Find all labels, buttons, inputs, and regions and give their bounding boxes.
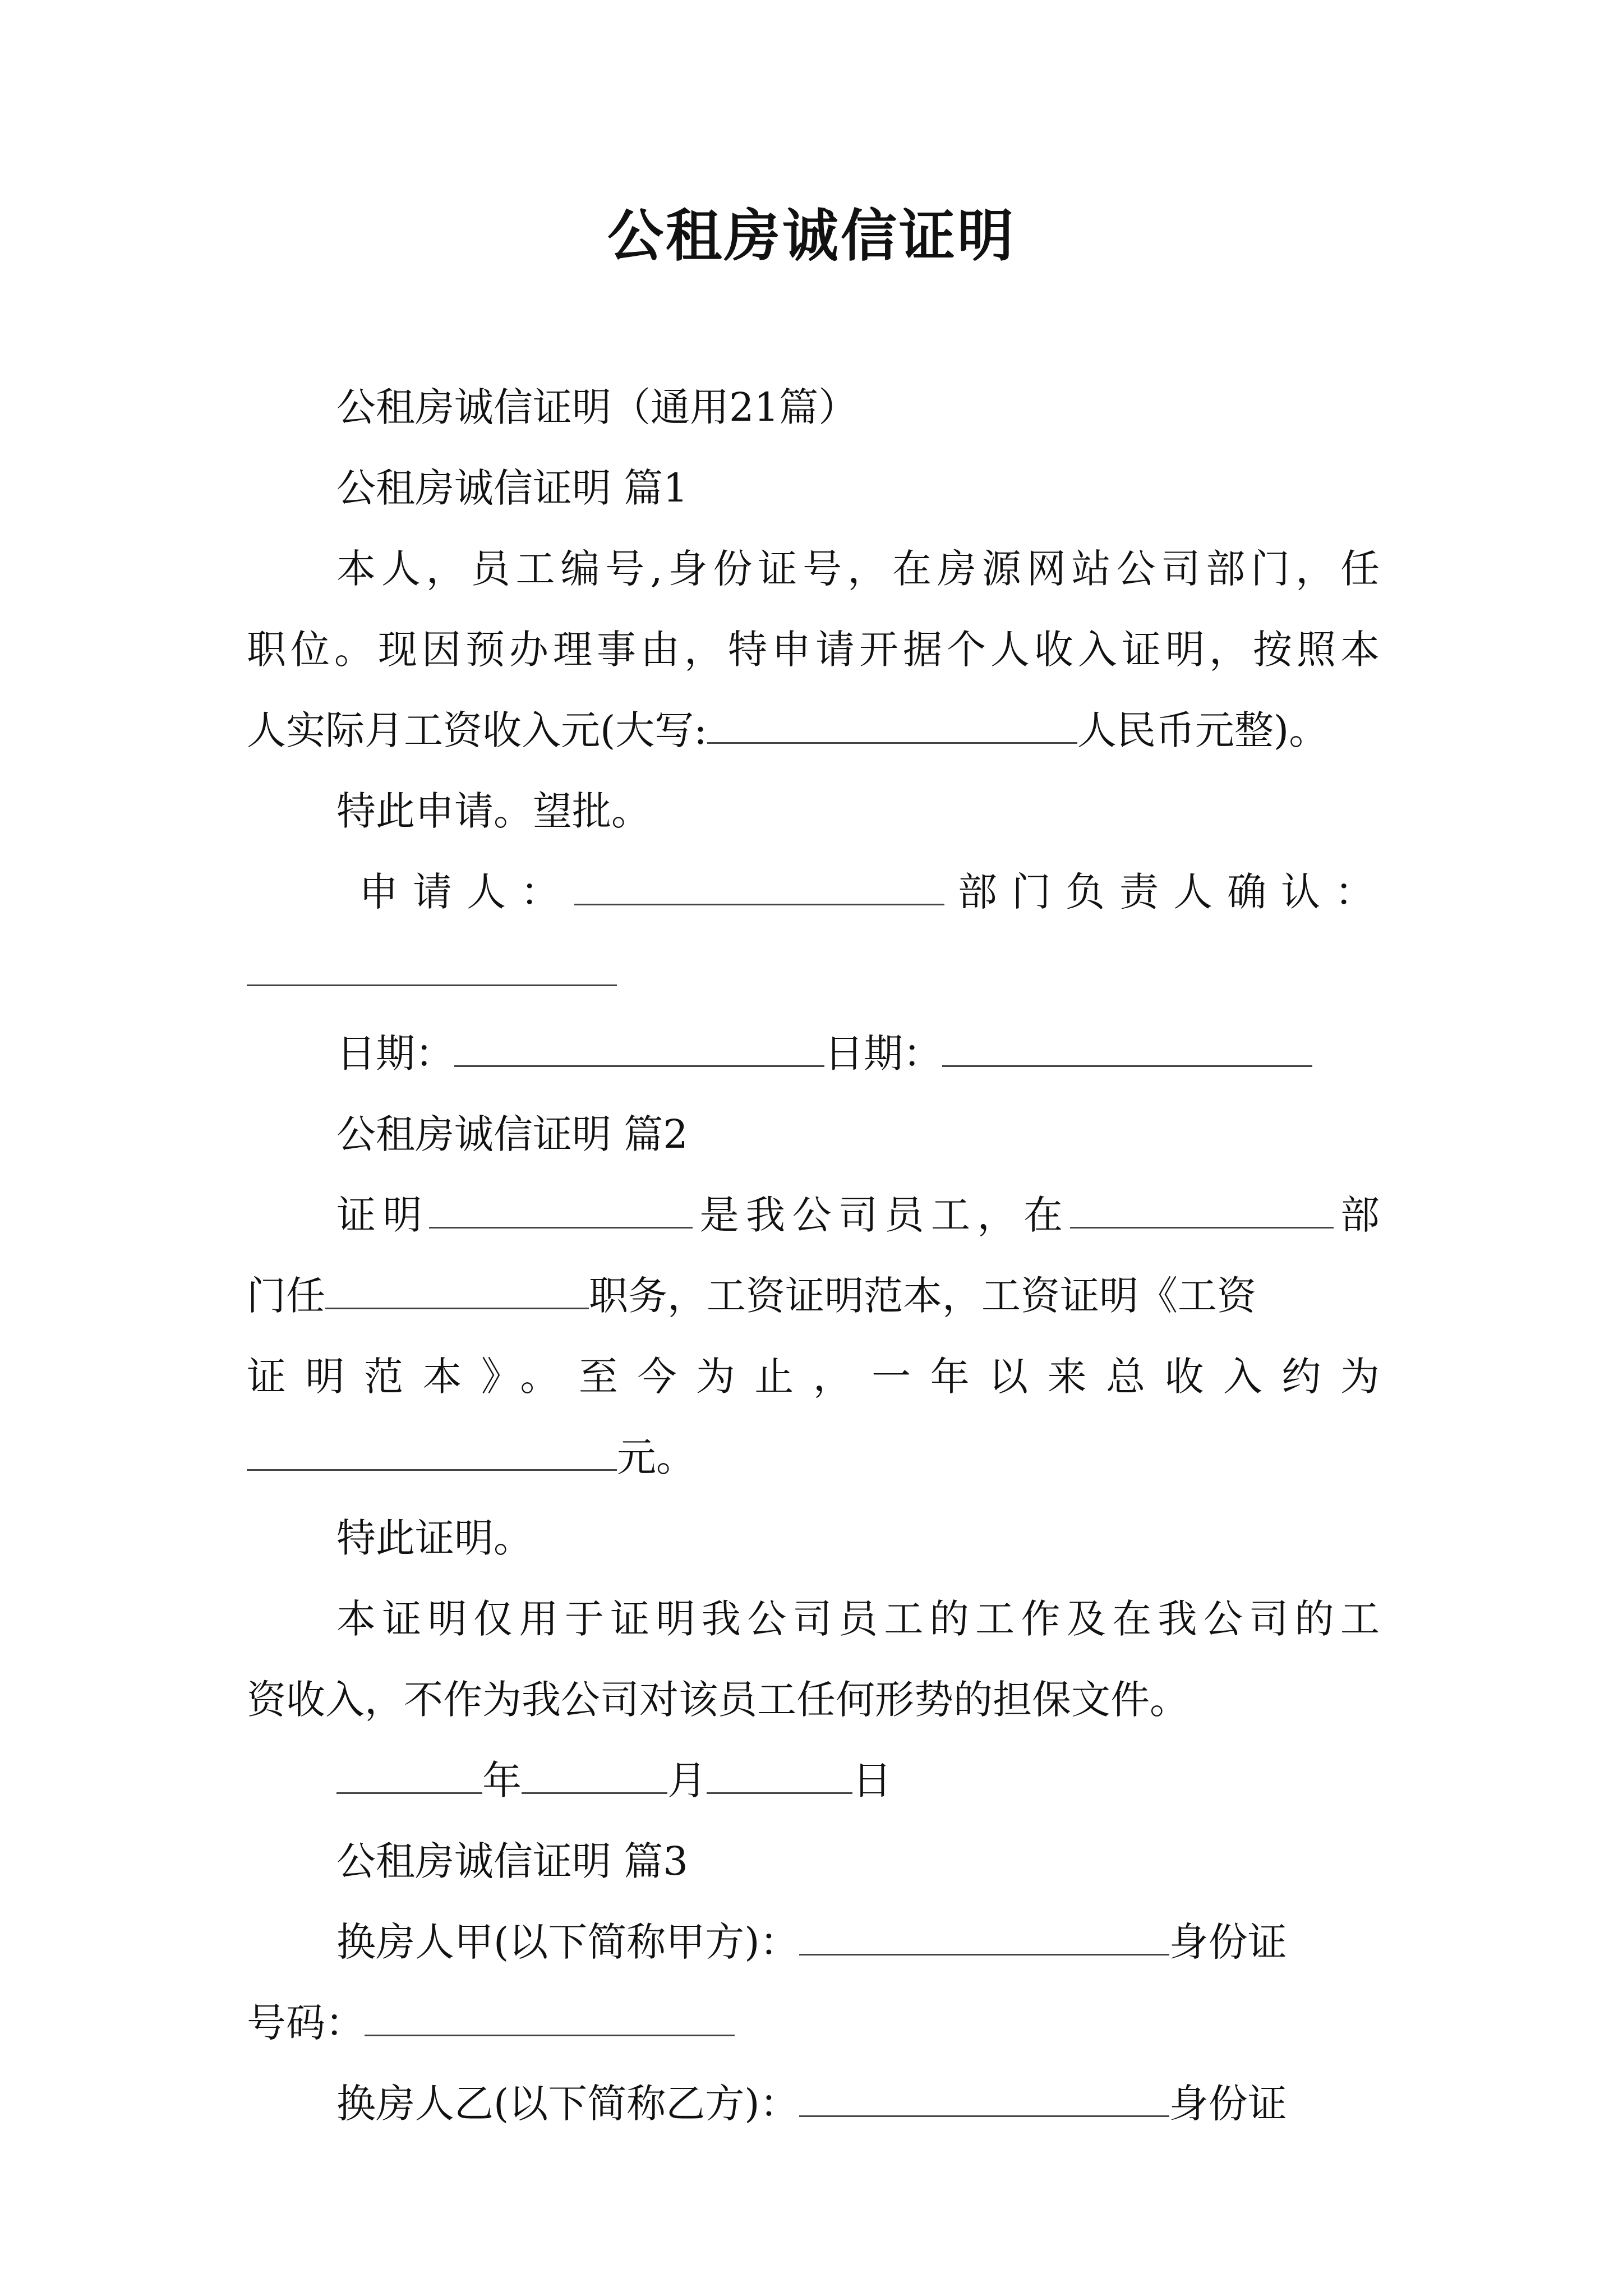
section2-l1-mid: 是我公司员工，在	[693, 1192, 1070, 1238]
party-a-row	[336, 1914, 1287, 1970]
applicant-label: 申请人：	[359, 869, 574, 915]
document-title: 公租房诚信证明	[607, 203, 1016, 269]
dept-head-blank-row	[247, 945, 617, 1001]
party-b-label: 换房人乙(以下简称乙方)：	[336, 2081, 799, 2127]
annual-income-blank[interactable]	[247, 1435, 617, 1471]
section2-heading: 公租房诚信证明 篇2	[336, 1111, 688, 1157]
employee-name-blank[interactable]	[429, 1193, 693, 1228]
section2-line3: 证明范本》。至今为止，一年以来总收入约为	[247, 1354, 1380, 1400]
section1-p1-line3	[247, 702, 1328, 758]
section2-line1	[336, 1187, 1380, 1243]
date-blank-dept[interactable]	[942, 1032, 1312, 1067]
day-blank[interactable]	[707, 1759, 852, 1794]
section2-p3-line2: 资收入，不作为我公司对该员工任何形势的担保文件。	[247, 1677, 1189, 1723]
party-a-id-blank[interactable]	[365, 2001, 735, 2036]
section1-p1-line1: 本人，员工编号,身份证号，在房源网站公司部门，任	[336, 546, 1380, 592]
section2-p2: 特此证明。	[336, 1515, 533, 1561]
month-blank[interactable]	[522, 1759, 667, 1794]
date-row	[336, 1025, 1312, 1082]
applicant-blank[interactable]	[574, 870, 944, 905]
position-blank[interactable]	[325, 1274, 589, 1309]
section1-p2: 特此申请。望批。	[336, 788, 651, 834]
party-a-id-row	[247, 1995, 735, 2051]
dept-head-blank[interactable]	[247, 951, 617, 986]
year-blank[interactable]	[336, 1759, 482, 1794]
party-b-row	[336, 2076, 1287, 2132]
party-a-id-label-head: 号码：	[247, 2000, 365, 2046]
section2-line2	[247, 1268, 1256, 1324]
date-ymd-row	[336, 1752, 892, 1809]
section2-l4-end: 元。	[617, 1434, 695, 1480]
party-a-label: 换房人甲(以下简称甲方)：	[336, 1919, 799, 1965]
section2-p3-line1: 本证明仅用于证明我公司员工的工作及在我公司的工	[336, 1596, 1380, 1642]
party-b-id-label: 身份证	[1169, 2081, 1287, 2127]
section2-l1-end: 部	[1333, 1192, 1380, 1238]
section2-l2-start: 门任	[247, 1273, 325, 1319]
section3-heading: 公租房诚信证明 篇3	[336, 1838, 688, 1884]
day-label: 日	[852, 1757, 892, 1803]
section2-line4	[247, 1429, 695, 1485]
section2-l2-end: 职务，工资证明范本，工资证明《工资	[589, 1273, 1256, 1319]
document-subtitle: 公租房诚信证明（通用21篇）	[336, 384, 858, 430]
amount-uppercase-blank[interactable]	[707, 708, 1077, 744]
section1-p1-line3-end: 人民币元整)。	[1077, 707, 1329, 753]
dept-head-label: 部门负责人确认：	[958, 869, 1389, 915]
party-a-blank[interactable]	[799, 1920, 1169, 1955]
month-label: 月	[667, 1757, 707, 1803]
section1-heading: 公租房诚信证明 篇1	[336, 465, 688, 511]
date-blank-applicant[interactable]	[454, 1032, 824, 1067]
section1-p1-line3-start: 人实际月工资收入元(大写:	[247, 707, 707, 753]
party-b-blank[interactable]	[799, 2082, 1169, 2117]
section2-l1-start: 证明	[336, 1192, 429, 1238]
date-label-applicant: 日期：	[336, 1030, 454, 1076]
department-blank[interactable]	[1070, 1193, 1334, 1228]
section1-p1-line2: 职位。现因预办理事由，特申请开据个人收入证明，按照本	[247, 627, 1380, 673]
party-a-id-label: 身份证	[1169, 1919, 1287, 1965]
date-label-dept: 日期：	[824, 1030, 942, 1076]
year-label: 年	[482, 1757, 522, 1803]
signature-row	[359, 864, 1389, 920]
